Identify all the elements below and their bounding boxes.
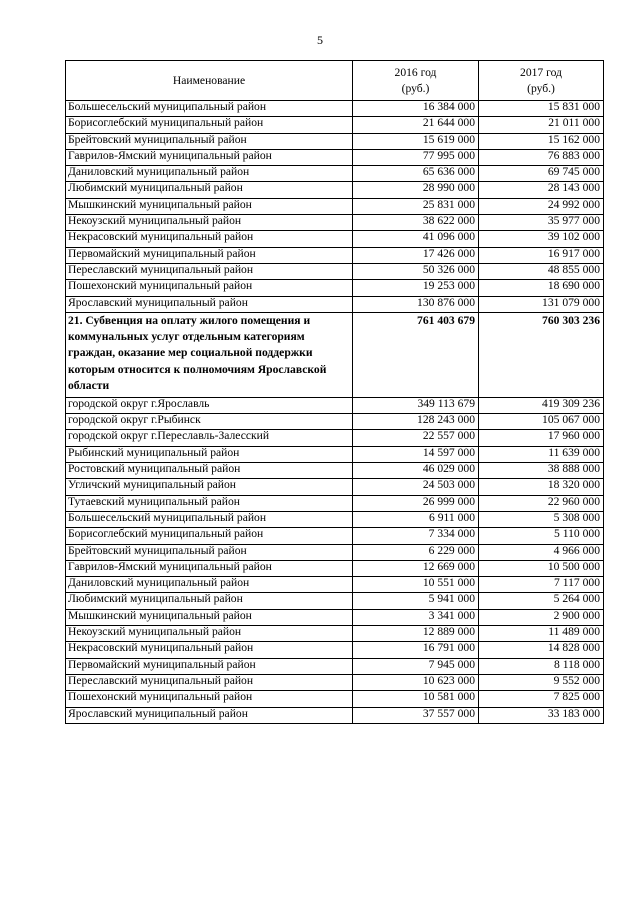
row-name: Пошехонский муниципальный район: [66, 280, 353, 296]
table-row: [66, 707, 604, 723]
row-value-2016: 6 229 000: [353, 544, 479, 560]
row-value-2017: 69 745 000: [479, 166, 604, 182]
row-value-2016: 77 995 000: [353, 149, 479, 165]
row-value-2016: 130 876 000: [353, 296, 479, 312]
row-value-2017: 9 552 000: [479, 674, 604, 690]
row-name: городской округ г.Рыбинск: [66, 414, 353, 430]
row-name: Пошехонский муниципальный район: [66, 691, 353, 707]
table-row: [66, 397, 604, 413]
header-2017-unit: (руб.): [527, 81, 555, 95]
row-name: Некоузский муниципальный район: [66, 215, 353, 231]
row-value-2016: 3 341 000: [353, 609, 479, 625]
row-value-2016: 12 889 000: [353, 626, 479, 642]
row-name: 21. Субвенция на оплату жилого помещения и коммунальных услуг отдельным категориям граждан, оказание мер социальной поддержки которым относится к полномочиям Ярославской области: [66, 312, 353, 397]
row-value-2016: 761 403 679: [353, 312, 479, 397]
header-2017: [479, 61, 604, 101]
row-name: городской округ г.Ярославль: [66, 397, 353, 413]
row-value-2016: 14 597 000: [353, 446, 479, 462]
row-value-2017: 35 977 000: [479, 215, 604, 231]
row-value-2016: 41 096 000: [353, 231, 479, 247]
row-name: Тутаевский муниципальный район: [66, 495, 353, 511]
row-value-2016: 28 990 000: [353, 182, 479, 198]
row-name: Рыбинский муниципальный район: [66, 446, 353, 462]
header-2016-year: 2016 год: [394, 65, 437, 79]
row-name: Угличский муниципальный район: [66, 479, 353, 495]
row-value-2016: 7 334 000: [353, 528, 479, 544]
table-row: [66, 414, 604, 430]
row-value-2016: 10 623 000: [353, 674, 479, 690]
row-value-2017: 28 143 000: [479, 182, 604, 198]
row-value-2017: 8 118 000: [479, 658, 604, 674]
row-value-2016: 37 557 000: [353, 707, 479, 723]
row-value-2017: 15 831 000: [479, 101, 604, 117]
row-name: Любимский муниципальный район: [66, 182, 353, 198]
row-value-2017: 76 883 000: [479, 149, 604, 165]
row-value-2017: 760 303 236: [479, 312, 604, 397]
row-name: Брейтовский муниципальный район: [66, 133, 353, 149]
row-value-2016: 26 999 000: [353, 495, 479, 511]
table-row: [66, 528, 604, 544]
row-value-2016: 21 644 000: [353, 117, 479, 133]
row-name: Гаврилов-Ямский муниципальный район: [66, 149, 353, 165]
table-row: [66, 215, 604, 231]
row-value-2017: 18 690 000: [479, 280, 604, 296]
table-row: [66, 626, 604, 642]
table-header-row: [66, 61, 604, 101]
row-value-2016: 5 941 000: [353, 593, 479, 609]
table-row: [66, 609, 604, 625]
row-value-2017: 17 960 000: [479, 430, 604, 446]
table-row: [66, 577, 604, 593]
table-row: [66, 642, 604, 658]
row-name: городской округ г.Переславль-Залесский: [66, 430, 353, 446]
header-name: Наименование: [66, 61, 353, 101]
table-row: [66, 247, 604, 263]
row-name: Мышкинский муниципальный район: [66, 609, 353, 625]
row-value-2016: 25 831 000: [353, 198, 479, 214]
row-name: Первомайский муниципальный район: [66, 247, 353, 263]
table-row: [66, 101, 604, 117]
table-row: [66, 430, 604, 446]
row-value-2016: 38 622 000: [353, 215, 479, 231]
row-value-2017: 105 067 000: [479, 414, 604, 430]
row-name: Некрасовский муниципальный район: [66, 231, 353, 247]
row-value-2016: 24 503 000: [353, 479, 479, 495]
row-value-2017: 33 183 000: [479, 707, 604, 723]
row-value-2017: 10 500 000: [479, 560, 604, 576]
row-value-2017: 11 639 000: [479, 446, 604, 462]
row-name: Переславский муниципальный район: [66, 674, 353, 690]
row-value-2016: 10 581 000: [353, 691, 479, 707]
row-value-2016: 10 551 000: [353, 577, 479, 593]
row-value-2017: 7 825 000: [479, 691, 604, 707]
table-row: [66, 280, 604, 296]
row-value-2017: 5 110 000: [479, 528, 604, 544]
row-value-2016: 16 791 000: [353, 642, 479, 658]
table-row: [66, 182, 604, 198]
table-body: [66, 101, 604, 724]
row-value-2017: 7 117 000: [479, 577, 604, 593]
row-value-2017: 18 320 000: [479, 479, 604, 495]
row-value-2016: 65 636 000: [353, 166, 479, 182]
table-row: [66, 691, 604, 707]
row-name: Первомайский муниципальный район: [66, 658, 353, 674]
row-value-2017: 48 855 000: [479, 263, 604, 279]
row-value-2016: 16 384 000: [353, 101, 479, 117]
row-value-2017: 14 828 000: [479, 642, 604, 658]
row-name: Некрасовский муниципальный район: [66, 642, 353, 658]
table-row: [66, 511, 604, 527]
row-value-2017: 21 011 000: [479, 117, 604, 133]
row-name: Брейтовский муниципальный район: [66, 544, 353, 560]
table-row: [66, 117, 604, 133]
table-row: [66, 133, 604, 149]
table-row: [66, 479, 604, 495]
table-row: [66, 231, 604, 247]
row-name: Даниловский муниципальный район: [66, 166, 353, 182]
row-name: Ростовский муниципальный район: [66, 463, 353, 479]
table-row: [66, 674, 604, 690]
row-value-2017: 2 900 000: [479, 609, 604, 625]
row-value-2017: 24 992 000: [479, 198, 604, 214]
header-2017-year: 2017 год: [520, 65, 562, 79]
header-2016-unit: (руб.): [401, 81, 430, 95]
table-row: [66, 198, 604, 214]
table-row: [66, 263, 604, 279]
row-value-2017: 38 888 000: [479, 463, 604, 479]
table-row: [66, 658, 604, 674]
row-value-2016: 12 669 000: [353, 560, 479, 576]
row-value-2017: 419 309 236: [479, 397, 604, 413]
row-value-2016: 349 113 679: [353, 397, 479, 413]
row-name: Некоузский муниципальный район: [66, 626, 353, 642]
row-name: Любимский муниципальный район: [66, 593, 353, 609]
row-name: Переславский муниципальный район: [66, 263, 353, 279]
row-name: Большесельский муниципальный район: [66, 511, 353, 527]
table-row: [66, 544, 604, 560]
page-number: 5: [317, 33, 323, 47]
row-value-2017: 5 308 000: [479, 511, 604, 527]
row-value-2017: 15 162 000: [479, 133, 604, 149]
row-name: Даниловский муниципальный район: [66, 577, 353, 593]
row-name: Мышкинский муниципальный район: [66, 198, 353, 214]
row-value-2017: 5 264 000: [479, 593, 604, 609]
table-row: [66, 312, 604, 397]
table-row: [66, 296, 604, 312]
row-value-2016: 19 253 000: [353, 280, 479, 296]
row-name: Ярославский муниципальный район: [66, 296, 353, 312]
row-value-2017: 39 102 000: [479, 231, 604, 247]
row-value-2017: 4 966 000: [479, 544, 604, 560]
row-value-2016: 128 243 000: [353, 414, 479, 430]
table-row: [66, 463, 604, 479]
table-row: [66, 593, 604, 609]
table-row: [66, 149, 604, 165]
row-value-2016: 46 029 000: [353, 463, 479, 479]
row-name: Борисоглебский муниципальный район: [66, 528, 353, 544]
row-value-2016: 17 426 000: [353, 247, 479, 263]
table-row: [66, 166, 604, 182]
row-value-2017: 11 489 000: [479, 626, 604, 642]
row-value-2017: 22 960 000: [479, 495, 604, 511]
row-value-2016: 50 326 000: [353, 263, 479, 279]
row-name: Большесельский муниципальный район: [66, 101, 353, 117]
row-value-2016: 22 557 000: [353, 430, 479, 446]
row-value-2016: 15 619 000: [353, 133, 479, 149]
table-row: [66, 446, 604, 462]
row-value-2016: 7 945 000: [353, 658, 479, 674]
row-name: Ярославский муниципальный район: [66, 707, 353, 723]
table-row: [66, 560, 604, 576]
table-row: [66, 495, 604, 511]
row-name: Борисоглебский муниципальный район: [66, 117, 353, 133]
budget-table: [65, 60, 604, 724]
header-2016: [353, 61, 479, 101]
row-value-2017: 131 079 000: [479, 296, 604, 312]
row-name: Гаврилов-Ямский муниципальный район: [66, 560, 353, 576]
row-value-2016: 6 911 000: [353, 511, 479, 527]
row-value-2017: 16 917 000: [479, 247, 604, 263]
